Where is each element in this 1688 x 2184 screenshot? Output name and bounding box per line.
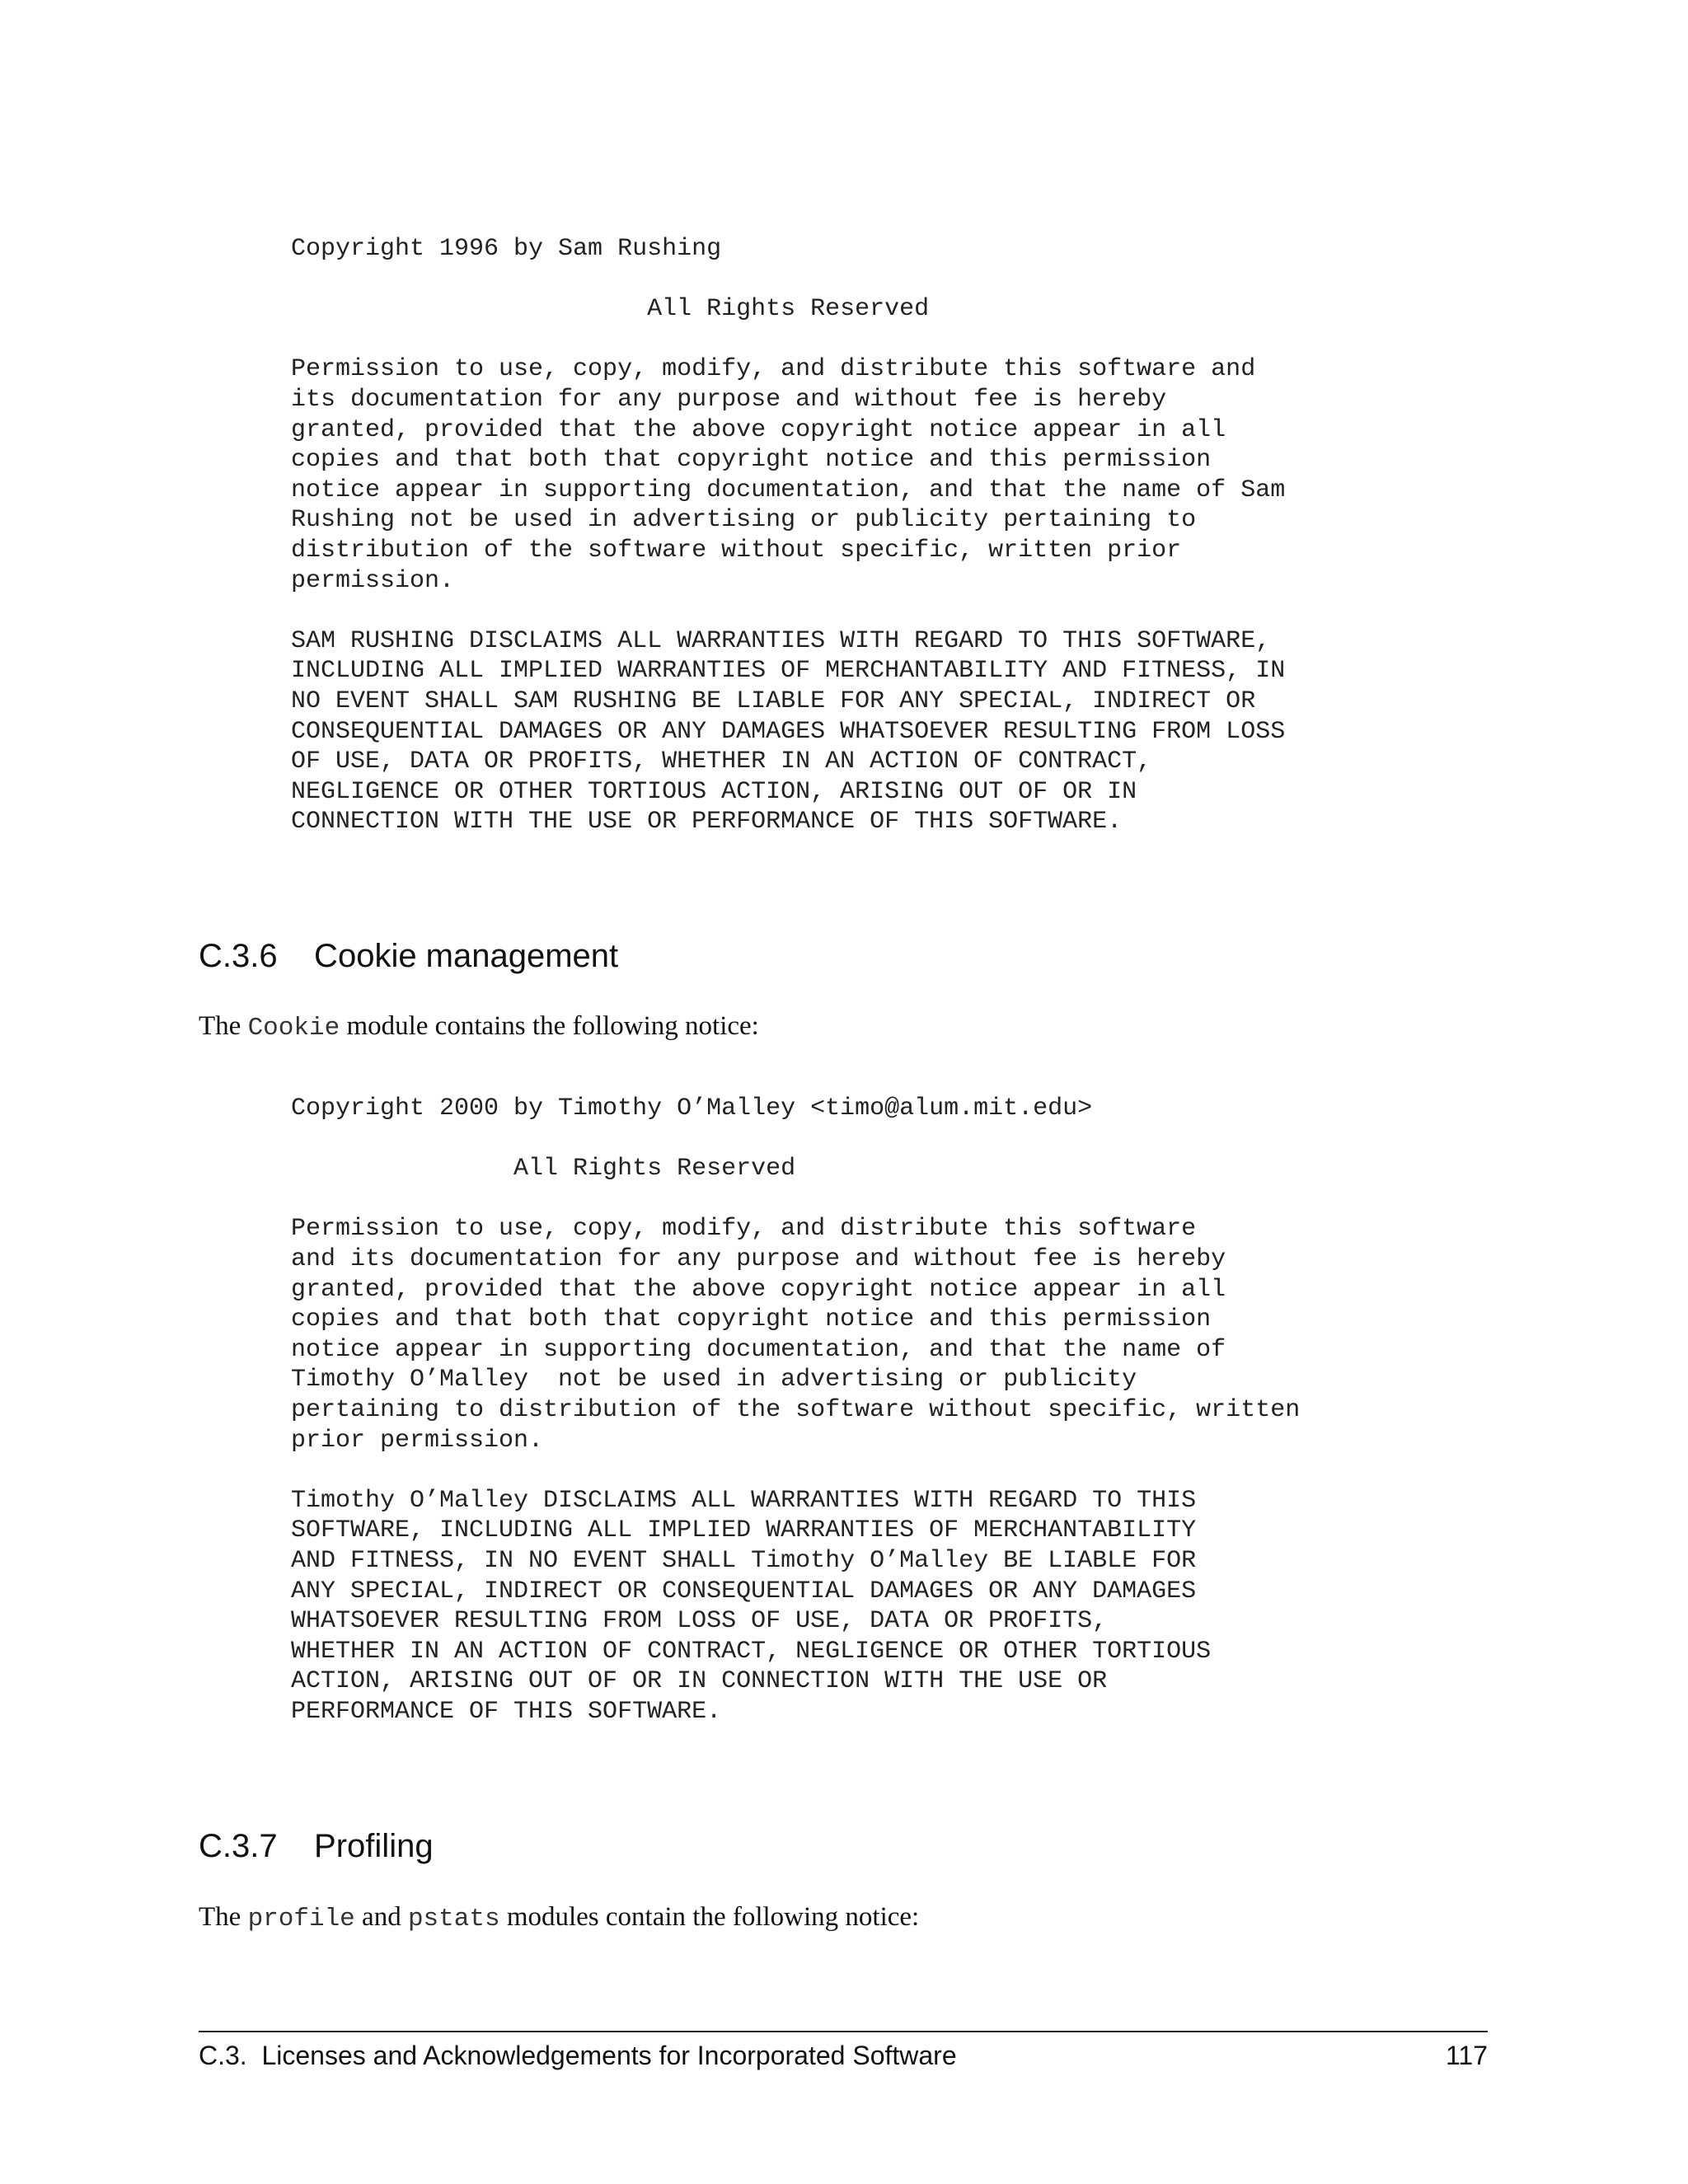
intro-text: The <box>199 1902 248 1932</box>
footer-section-title: C.3. Licenses and Acknowledgements for Incorporated Software <box>199 2041 957 2070</box>
profiling-intro-paragraph <box>199 1902 919 1933</box>
module-name-code: Cookie <box>247 1014 340 1043</box>
module-name-code: profile <box>247 1905 355 1933</box>
footer-divider <box>199 2031 1488 2032</box>
page-number: 117 <box>1445 2041 1488 2070</box>
intro-text: modules contain the following notice: <box>499 1902 920 1932</box>
cookie-intro-paragraph <box>199 1011 759 1043</box>
intro-text: and <box>354 1902 408 1932</box>
module-name-code: pstats <box>407 1905 500 1933</box>
omalley-license-notice: Copyright 2000 by Timothy O’Malley <timo@alum.mit.edu> All Rights Reserved Permission to use, copy, modify, and distribute this software and its documentation for any purpose and without fee is hereby granted, provided that the above copyright notice appear in all copies and that both that copyright notice and this permission notice appear in supporting documentation, and that the name of Timothy O’Malley not be used in advertising or publicity pertaining to distribution of the software without specific, written prior permission. Timothy O’Malley DISCLAIMS ALL WARRANTIES WITH REGARD TO THIS SOFTWARE, INCLUDING ALL IMPLIED WARRANTIES OF MERCHANTABILITY AND FITNESS, IN NO EVENT SHALL Timothy O’Malley BE LIABLE FOR ANY SPECIAL, INDIRECT OR CONSEQUENTIAL DAMAGES OR ANY DAMAGES WHATSOEVER RESULTING FROM LOSS OF USE, DATA OR PROFITS, WHETHER IN AN ACTION OF CONTRACT, NEGLIGENCE OR OTHER TORTIOUS ACTION, ARISING OUT OF OR IN CONNECTION WITH THE USE OR PERFORMANCE OF THIS SOFTWARE. <box>291 1094 1301 1726</box>
intro-text: The <box>199 1011 248 1041</box>
section-heading-profiling: C.3.7 Profiling <box>199 1828 434 1864</box>
intro-text: module contains the following notice: <box>340 1011 759 1041</box>
rushing-license-notice: Copyright 1996 by Sam Rushing All Rights Reserved Permission to use, copy, modify, and distribute this software and its documentation for any purpose and without fee is hereby granted, provided that the above copyright notice appear in all copies and that both that copyright notice and this permission notice appear in supporting documentation, and that the name of Sam Rushing not be used in advertising or publicity pertaining to distribution of the software without specific, written prior permission. SAM RUSHING DISCLAIMS ALL WARRANTIES WITH REGARD TO THIS SOFTWARE, INCLUDING ALL IMPLIED WARRANTIES OF MERCHANTABILITY AND FITNESS, IN NO EVENT SHALL SAM RUSHING BE LIABLE FOR ANY SPECIAL, INDIRECT OR CONSEQUENTIAL DAMAGES OR ANY DAMAGES WHATSOEVER RESULTING FROM LOSS OF USE, DATA OR PROFITS, WHETHER IN AN ACTION OF CONTRACT, NEGLIGENCE OR OTHER TORTIOUS ACTION, ARISING OUT OF OR IN CONNECTION WITH THE USE OR PERFORMANCE OF THIS SOFTWARE. <box>291 235 1286 837</box>
section-heading-cookie: C.3.6 Cookie management <box>199 938 619 974</box>
